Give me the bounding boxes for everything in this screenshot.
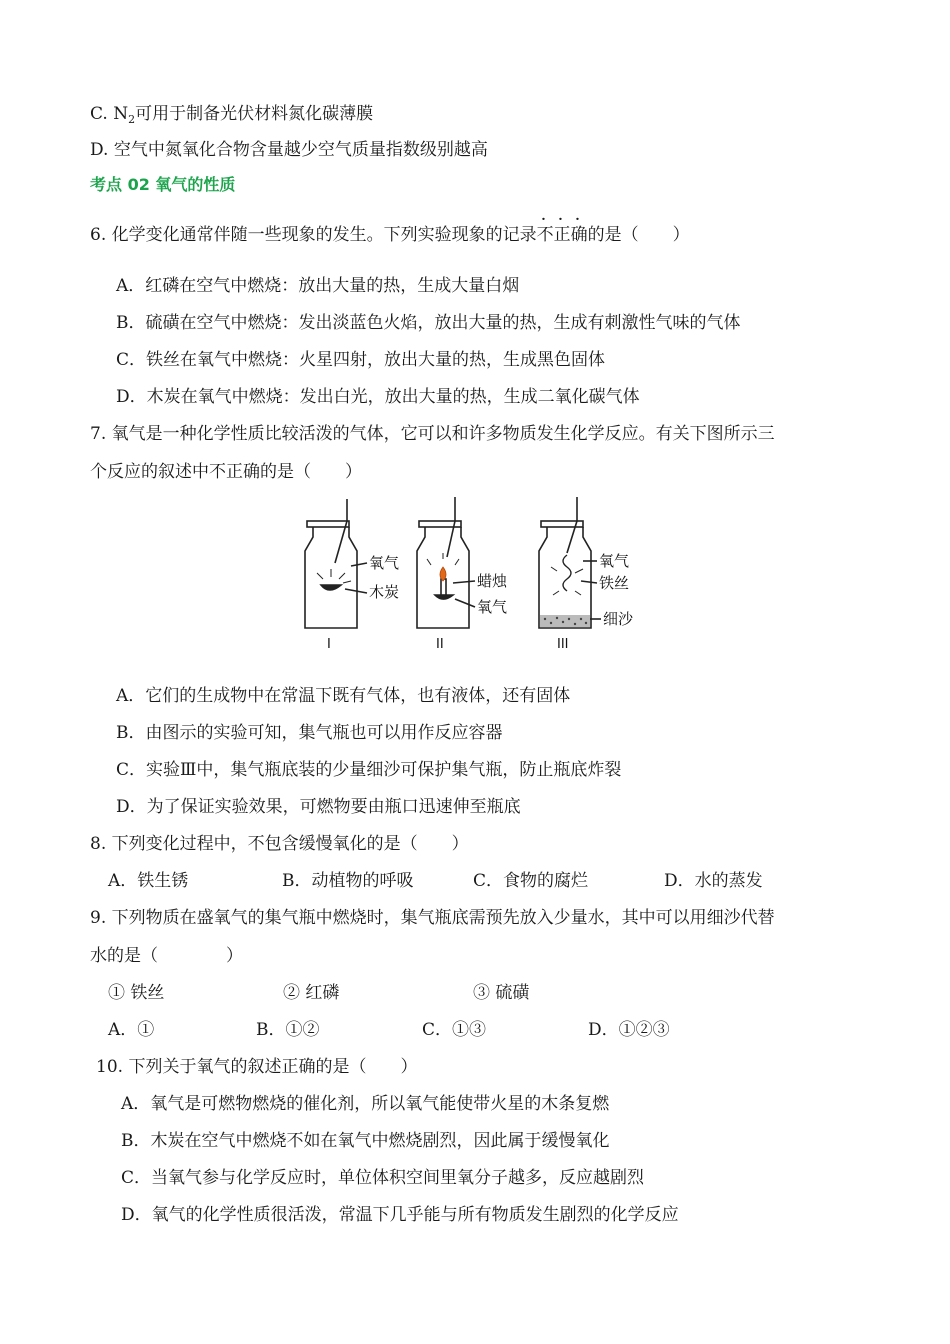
q10-option-d[interactable]: D．氧气的化学性质很活泼，常温下几乎能与所有物质发生剧烈的化学反应 [121,1205,679,1225]
q7-stem-line2: 个反应的叙述中不正确的是（ ） [90,462,362,482]
q5-option-c-prefix: C. N [90,104,129,124]
candle-flame-icon [440,567,446,581]
bottle-3 [539,497,601,628]
q8-stem: 8. 下列变化过程中，不包含缓慢氧化的是（ ） [90,834,469,854]
q7-option-a[interactable]: A．它们的生成物中在常温下既有气体，也有液体，还有固体 [116,686,571,706]
q7-option-c[interactable]: C．实验Ⅲ中，集气瓶底装的少量细沙可保护集气瓶，防止瓶底炸裂 [116,760,622,780]
q9-item-2: ② 红磷 [283,983,340,1003]
label-oxygen-2: 氧气 [477,598,508,616]
numeral-1: I [327,637,331,652]
q9-stem-line1: 9. 下列物质在盛氧气的集气瓶中燃烧时，集气瓶底需预先放入少量水，其中可以用细沙代替 [90,908,775,928]
q9-item-1: ① 铁丝 [108,983,165,1003]
q6-stem [90,224,690,246]
label-candle: 蜡烛 [477,572,508,590]
q7-option-d[interactable]: D．为了保证实验效果，可燃物要由瓶口迅速伸至瓶底 [116,797,521,817]
gas-bottle-figure [295,495,655,660]
label-oxygen-1: 氧气 [369,554,400,572]
sand-layer [540,615,590,627]
q5-option-c [90,103,373,127]
q10-option-c[interactable]: C．当氧气参与化学反应时，单位体积空间里氧分子越多，反应越剧烈 [121,1168,645,1188]
q5-option-d: D. 空气中氮氧化合物含量越少空气质量指数级别越高 [90,140,488,160]
emphasis-char: 确 [570,225,588,245]
q9-option-d[interactable]: D．①②③ [588,1020,670,1040]
q6-stem-part-a: 6. 化学变化通常伴随一些现象的发生。下列实验现象的记录 [90,225,537,245]
q6-option-b[interactable]: B．硫磺在空气中燃烧：发出淡蓝色火焰，放出大量的热，生成有刺激性气味的气体 [116,313,741,333]
label-sand: 细沙 [603,610,634,628]
label-charcoal: 木炭 [369,583,400,601]
q9-option-b[interactable]: B．①② [256,1020,320,1040]
q6-option-d[interactable]: D．木炭在氧气中燃烧：发出白光，放出大量的热，生成二氧化碳气体 [116,387,640,407]
q7-option-b[interactable]: B．由图示的实验可知，集气瓶也可以用作反应容器 [116,723,503,743]
q8-option-a[interactable]: A．铁生锈 [108,871,189,891]
q10-option-a[interactable]: A．氧气是可燃物燃烧的催化剂，所以氧气能使带火星的木条复燃 [121,1094,610,1114]
q9-option-c[interactable]: C．①③ [422,1020,487,1040]
q8-option-d[interactable]: D．水的蒸发 [664,871,763,891]
q8-option-c[interactable]: C．食物的腐烂 [473,871,589,891]
q6-option-a[interactable]: A．红磷在空气中燃烧：放出大量的热，生成大量白烟 [116,276,520,296]
q9-item-3: ③ 硫磺 [473,983,530,1003]
q6-stem-part-b: 的是（ ） [587,225,690,245]
q9-option-a[interactable]: A．① [108,1020,155,1040]
bottle-2 [417,497,475,628]
label-oxygen-3: 氧气 [599,552,630,570]
q6-option-c[interactable]: C．铁丝在氧气中燃烧：火星四射，放出大量的热，生成黑色固体 [116,350,606,370]
subscript-2: 2 [128,113,136,126]
q8-option-b[interactable]: B．动植物的呼吸 [282,871,414,891]
emphasis-char: 正 [553,225,571,245]
q5-option-c-rest: 可用于制备光伏材料氮化碳薄膜 [135,104,374,124]
q7-stem-line1: 7. 氧气是一种化学性质比较活泼的气体，它可以和许多物质发生化学反应。有关下图所示三 [90,424,775,444]
numeral-2: II [436,637,444,652]
bottle-1 [305,499,367,628]
numeral-3: III [557,637,569,652]
emphasis-char: 不 [536,225,554,245]
section-heading: 考点 02 氧气的性质 [90,175,236,194]
label-iron-wire: 铁丝 [599,574,630,592]
q10-option-b[interactable]: B．木炭在空气中燃烧不如在氧气中燃烧剧烈，因此属于缓慢氧化 [121,1131,610,1151]
q9-stem-line2: 水的是（ ） [90,946,243,966]
q10-stem: 10. 下列关于氧气的叙述正确的是（ ） [96,1057,418,1077]
